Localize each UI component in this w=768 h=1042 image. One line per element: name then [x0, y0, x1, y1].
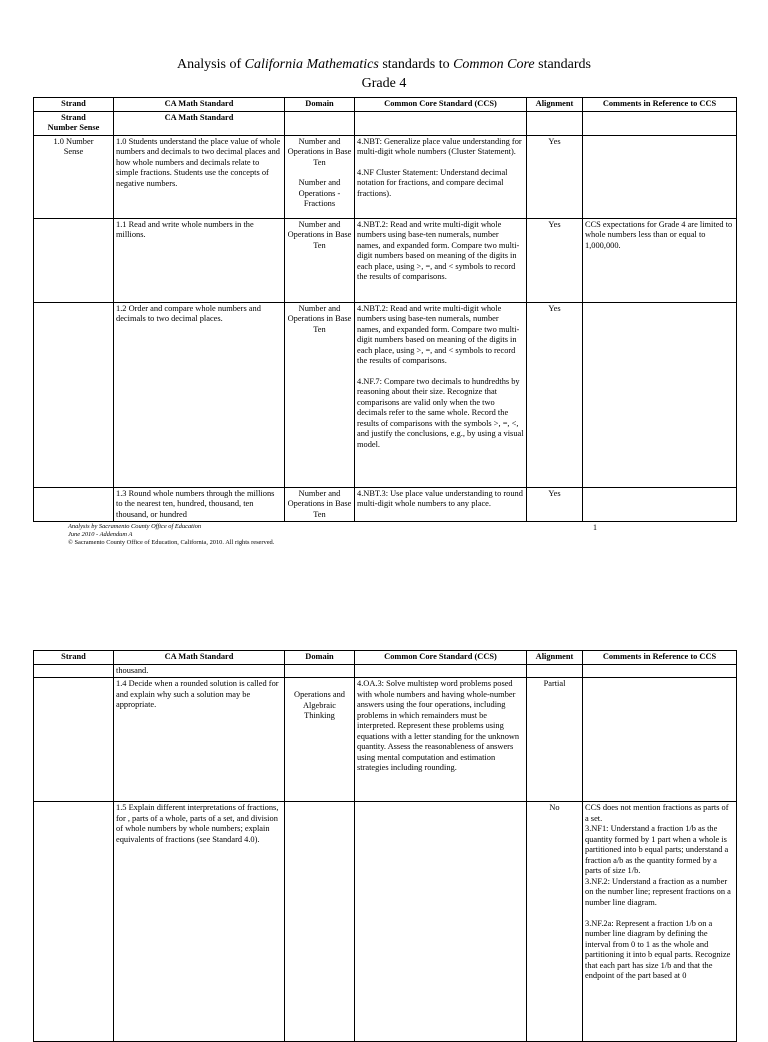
domain-cell: Number and Operations in Base Ten — [285, 218, 355, 302]
header-row — [34, 651, 737, 665]
ccs-cell: 4.NBT: Generalize place value understanding for multi-digit whole numbers (Cluster Statement). 4.NF Cluster Statement: Understand decimal notation for fractions, and compare decimal fractions). — [355, 135, 527, 218]
header-alignment: Alignment — [527, 651, 583, 665]
continuation-row — [34, 664, 737, 678]
page-footer: Analysis by Sacramento County Office of Education June 2010 - Addendum A © Sacramento County Office of Education, California, 2010. All rights reserved. — [68, 523, 275, 546]
strand-number-sense: Strand Number Sense — [34, 111, 114, 135]
header-alignment: Alignment — [527, 98, 583, 112]
header-domain: Domain — [285, 651, 355, 665]
domain-cell: Number and Operations in Base Ten — [285, 487, 355, 522]
ca-standard-cell: 1.0 Students understand the place value of whole numbers and decimals to two decimal places and how whole numbers and decimals relate to simple fractions. Students use the concepts of negative numbers. — [114, 135, 285, 218]
strand-cell — [34, 802, 114, 1042]
domain-cell — [285, 802, 355, 1042]
alignment-cell: Yes — [527, 135, 583, 218]
ca-standard-cell: 1.4 Decide when a rounded solution is called for and explain why such a solution may be appropriate. — [114, 678, 285, 802]
ccs-cell: 4.OA.3: Solve multistep word problems posed with whole numbers and having whole-number answers using the four operations, including problems in which remainders must be interpreted. Represent these problems using equations with a letter standing for the unknown quantity. Assess the reasonableness of answers using mental computation and estimation strategies including rounding. — [355, 678, 527, 802]
alignment-cell: Yes — [527, 487, 583, 522]
header-comments: Comments in Reference to CCS — [583, 98, 737, 112]
comments-cell: CCS expectations for Grade 4 are limited to whole numbers less than or equal to 1,000,000. — [583, 218, 737, 302]
alignment-cell: Yes — [527, 218, 583, 302]
domain-cell: Number and Operations in Base Ten Number and Operations - Fractions — [285, 135, 355, 218]
comments-cell — [583, 678, 737, 802]
ccs-cell: 4.NBT.2: Read and write multi-digit whole numbers using base-ten numerals, number names, and expanded form. Compare two multi-digit numbers based on meaning of the digits in each place, using >, =, and < symbols to record the results of comparisons. 4.NF.7: Compare two decimals to hundredths by reasoning about their size. Recognize that comparisons are valid only when the two decimals refer to the same whole. Record the results of comparisons with the symbols >, =, <, and justify the conclusions, e.g., by using a visual model. — [355, 302, 527, 487]
domain-cell: Operations and Algebraic Thinking — [285, 678, 355, 802]
header-ca-standard: CA Math Standard — [114, 98, 285, 112]
ca-standard-cell: 1.2 Order and compare whole numbers and decimals to two decimal places. — [114, 302, 285, 487]
comments-cell — [583, 302, 737, 487]
comments-cell — [583, 487, 737, 522]
strand-cell — [34, 218, 114, 302]
header-comments: Comments in Reference to CCS — [583, 651, 737, 665]
standards-table-page2 — [33, 650, 737, 1042]
header-ccs: Common Core Standard (CCS) — [355, 98, 527, 112]
standards-table-page1 — [33, 97, 737, 522]
domain-cell: Number and Operations in Base Ten — [285, 302, 355, 487]
header-domain: Domain — [285, 98, 355, 112]
strand-cell — [34, 302, 114, 487]
strand-cell — [34, 678, 114, 802]
table-row — [34, 302, 737, 487]
subheader-row — [34, 111, 737, 135]
header-ca-standard: CA Math Standard — [114, 651, 285, 665]
subheader-ca-standard: CA Math Standard — [114, 111, 285, 135]
table-row — [34, 135, 737, 218]
ca-standard-continuation: thousand. — [114, 664, 285, 678]
alignment-cell: Partial — [527, 678, 583, 802]
comments-cell: CCS does not mention fractions as parts of a set. 3.NF1: Understand a fraction 1/b as the quantity formed by 1 part when a whole is partitioned into b equal parts; understand a fraction a/b as the quantity formed by a parts of size 1/b. 3.NF.2: Understand a fraction as a number on the number line; represent fractions on a number line diagram. 3.NF.2a: Represent a fraction 1/b on a number line diagram by defining the interval from 0 to 1 as the whole and partitioning it into b equal parts. Recognize that each part has size 1/b and that the endpoint of the part based at 0 — [583, 802, 737, 1042]
ccs-cell: 4.NBT.2: Read and write multi-digit whole numbers using base-ten numerals, number names, and expanded form. Compare two multi-digit numbers based on meaning of the digits in each place, using >, =, and < symbols to record the results of comparisons. — [355, 218, 527, 302]
header-row — [34, 98, 737, 112]
alignment-cell: No — [527, 802, 583, 1042]
ca-standard-cell: 1.3 Round whole numbers through the millions to the nearest ten, hundred, thousand, ten thousand, or hundred — [114, 487, 285, 522]
ca-standard-cell: 1.1 Read and write whole numbers in the millions. — [114, 218, 285, 302]
table-row — [34, 218, 737, 302]
ca-standard-cell: 1.5 Explain different interpretations of fractions, for , parts of a whole, parts of a set, and division of whole numbers by whole numbers; explain equivalents of fractions (see Standard 4.0). — [114, 802, 285, 1042]
grade-title: Grade 4 — [361, 76, 407, 91]
alignment-cell: Yes — [527, 302, 583, 487]
table-row — [34, 678, 737, 802]
document-title: Analysis of California Mathematics standards to Common Core standards — [176, 57, 592, 72]
page-number: 1 — [593, 523, 597, 532]
header-strand: Strand — [34, 651, 114, 665]
table-row — [34, 487, 737, 522]
table-row — [34, 802, 737, 1042]
strand-cell: 1.0 Number Sense — [34, 135, 114, 218]
ccs-cell: 4.NBT.3: Use place value understanding to round multi-digit whole numbers to any place. — [355, 487, 527, 522]
header-ccs: Common Core Standard (CCS) — [355, 651, 527, 665]
ccs-cell — [355, 802, 527, 1042]
strand-cell — [34, 487, 114, 522]
comments-cell — [583, 135, 737, 218]
header-strand: Strand — [34, 98, 114, 112]
